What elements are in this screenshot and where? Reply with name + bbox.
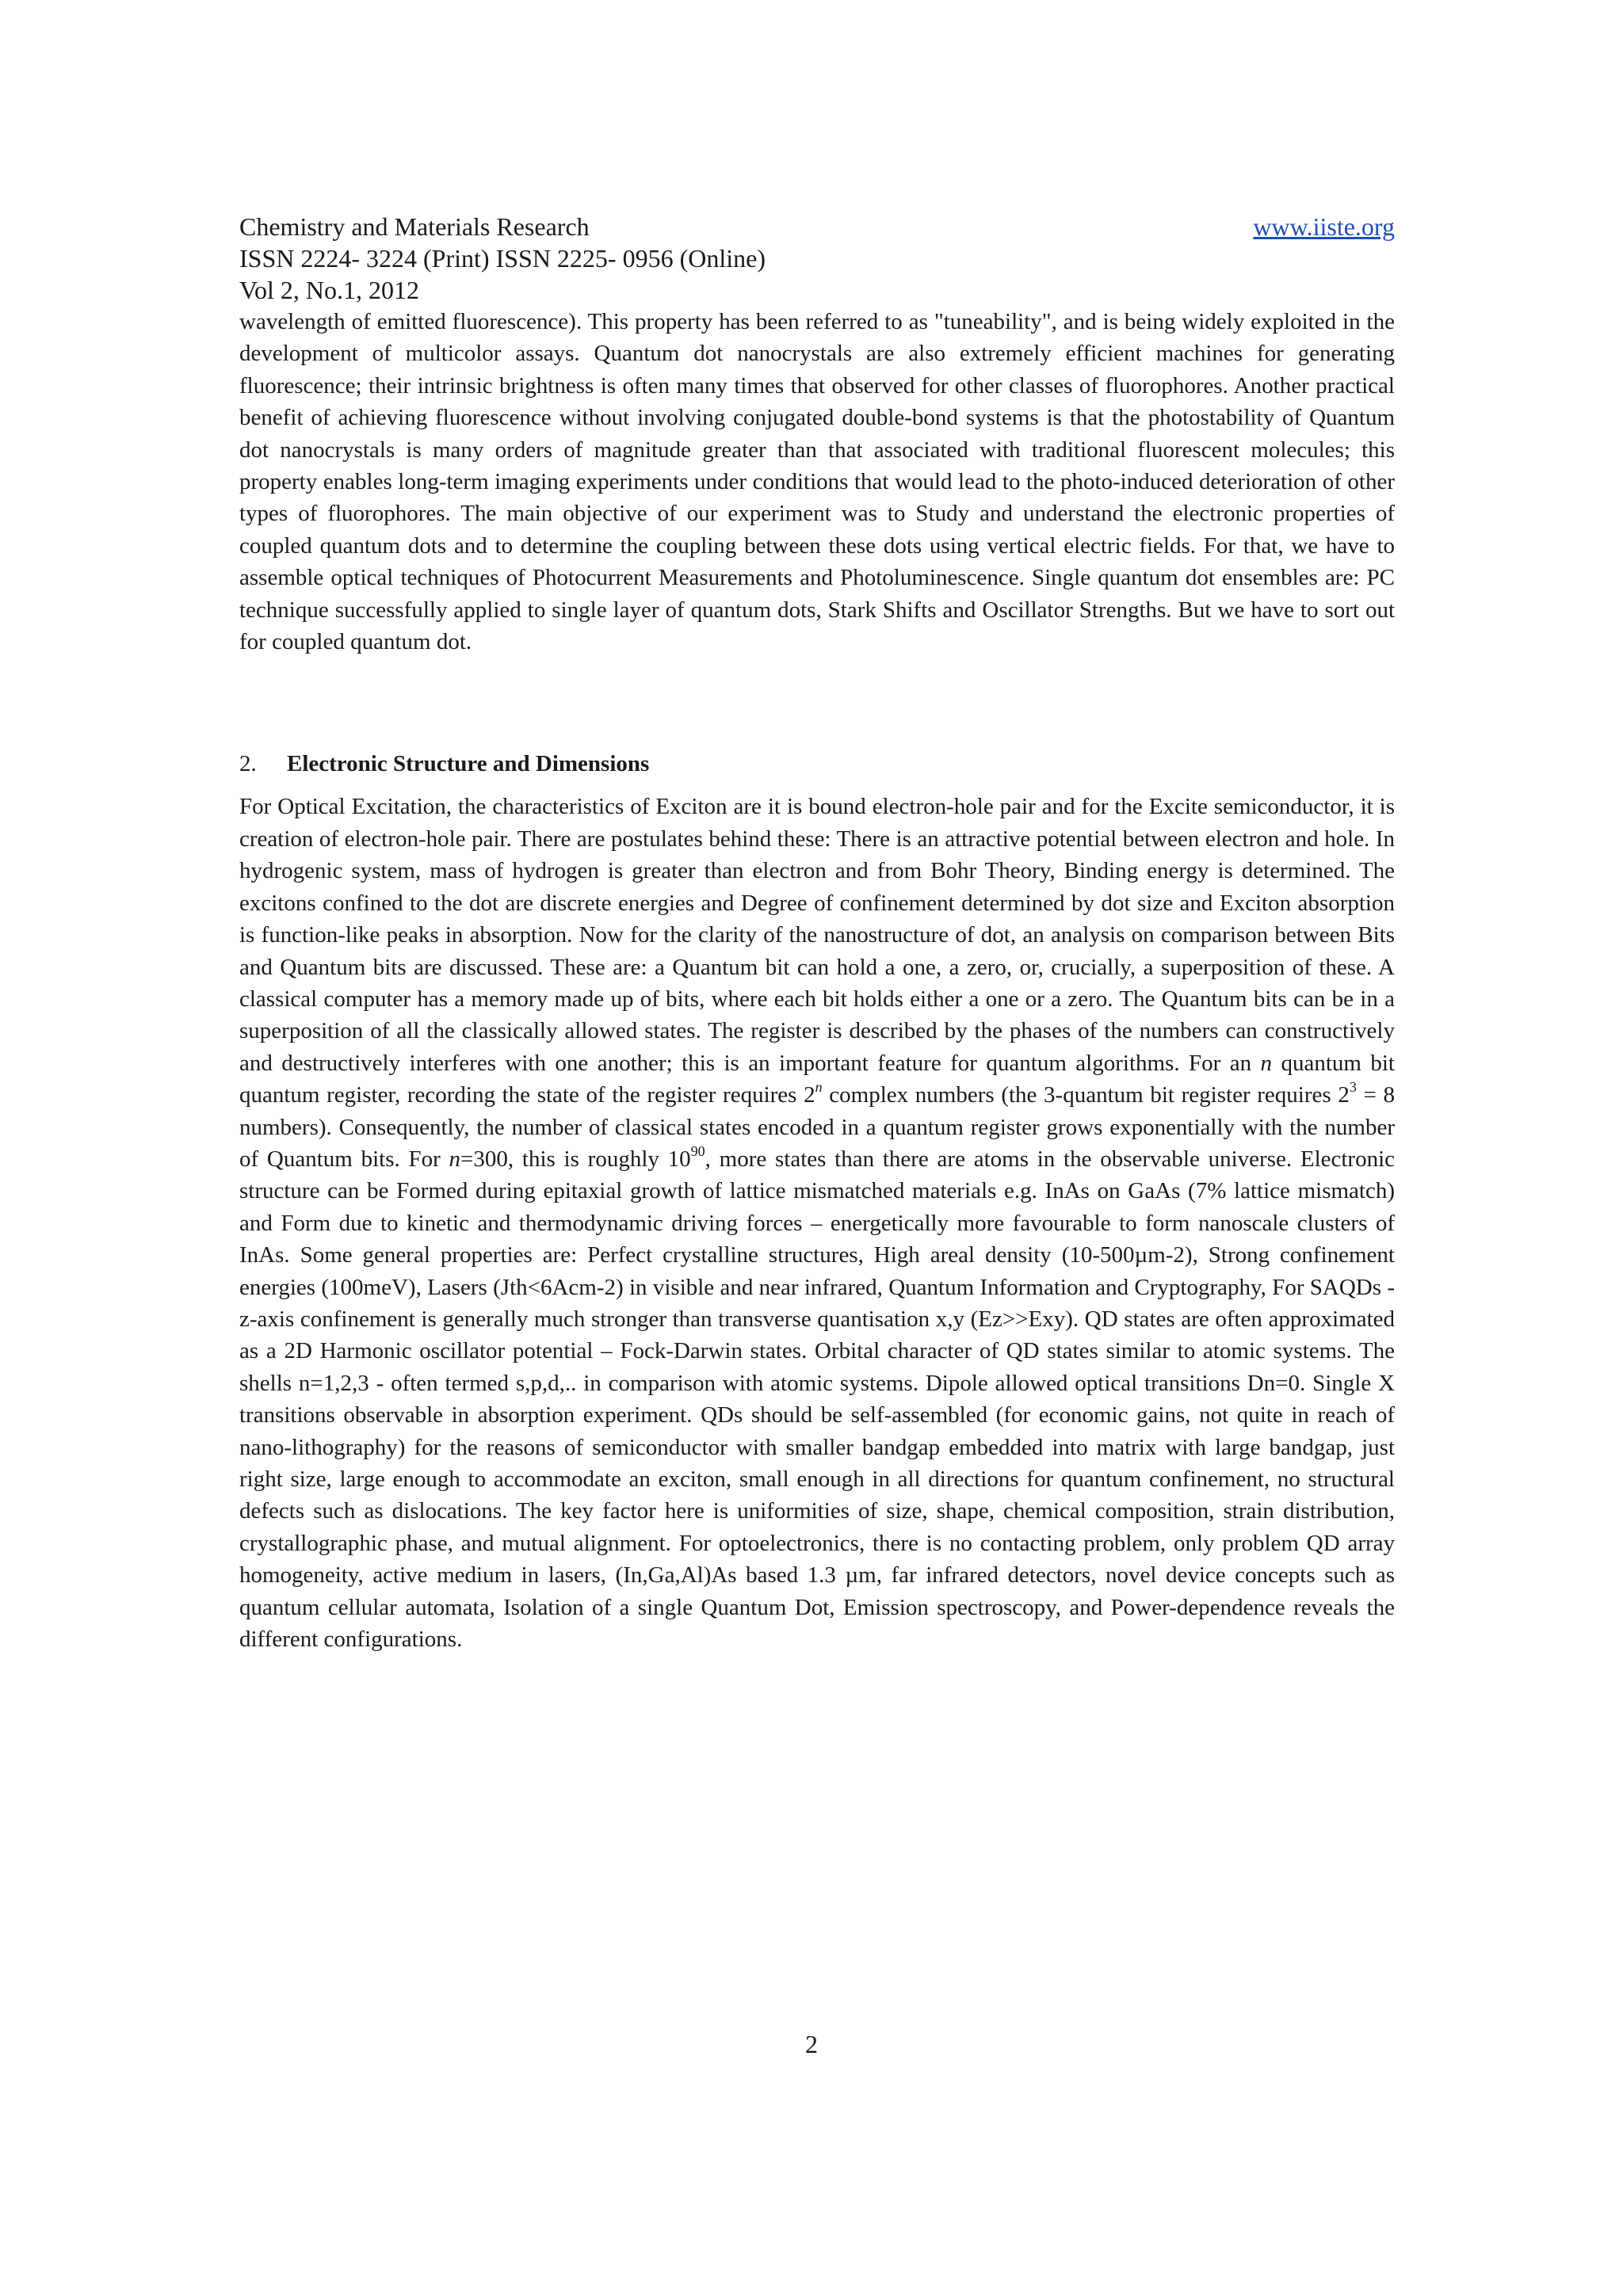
- page-number: 2: [805, 2030, 818, 2058]
- section-2-paragraph: [239, 791, 1395, 1655]
- superscript-90: 90: [690, 1143, 705, 1160]
- text-segment: = 8 numbers). Consequently, the number of classical states encoded in a quantum register grows exponentially with the number of Quantum bits. For: [239, 1082, 1396, 1172]
- section-title: Electronic Structure and Dimensions: [287, 751, 650, 777]
- superscript-n: n: [815, 1079, 823, 1096]
- intro-paragraph: wavelength of emitted fluorescence). This property has been referred to as "tuneability", and is being widely exploited in the development of multicolor assays. Quantum dot nanocrystals are also extremely efficient machines for generating fluorescence; their intrinsic brightness is often many times that observed for other classes of fluorophores. Another practical benefit of achieving fluorescence without involving conjugated double-bond systems is that the photostability of Quantum dot nanocrystals is many orders of magnitude greater than that associated with traditional fluorescent molecules; this property enables long-term imaging experiments under conditions that would lead to the photo-induced deterioration of other types of fluorophores. The main objective of our experiment was to Study and understand the electronic properties of coupled quantum dots and to determine the coupling between these dots using vertical electric fields. For that, we have to assemble optical techniques of Photocurrent Measurements and Photoluminescence. Single quantum dot ensembles are: PC technique successfully applied to single layer of quantum dots, Stark Shifts and Oscillator Strengths. But we have to sort out for coupled quantum dot.: [239, 309, 1395, 655]
- volume-line: Vol 2, No.1, 2012: [239, 276, 419, 304]
- text-segment: quantum bit quantum register, recording the state of the register requires 2: [239, 1050, 1395, 1108]
- text-segment: For Optical Excitation, the characteristics of Exciton are it is bound electron-hole pair and for the Excite semiconductor, it is creation of electron-hole pair. There are postulates behind these: There is an attractive potential between electron and hole. In hydrogenic system, mass of hydrogen is greater than electron and from Bohr Theory, Binding energy is determined. The excitons confined to the dot are discrete energies and Degree of confinement determined by dot size and Exciton absorption is function-like peaks in absorption. Now for the clarity of the nanostructure of dot, an analysis on comparison between Bits and Quantum bits are discussed. These are: a Quantum bit can hold a one, a zero, or, crucially, a superposition of these. A classical computer has a memory made up of bits, where each bit holds either a one or a zero. The Quantum bits can be in a superposition of all the classically allowed states. The register is described by the phases of the numbers can constructively and destructively interferes with one another; this is an important feature for quantum algorithms. For an: [239, 794, 1395, 1076]
- text-segment: , more states than there are atoms in the observable universe. Electronic structure can be Formed during epitaxial growth of lattice mismatched materials e.g. InAs on GaAs (7% lattice mismatch) and Form due to kinetic and thermodynamic driving forces – energetically more favourable to form nanoscale clusters of InAs. Some general properties are: Perfect crystalline structures, High areal density (10-500µm-2), Strong confinement energies (100meV), Lasers (Jth<6Acm-2) in visible and near infrared, Quantum Information and Cryptography, For SAQDs - z-axis confinement is generally much stronger than transverse quantisation x,y (Ez>>Exy). QD states are often approximated as a 2D Harmonic oscillator potential – Fock-Darwin states. Orbital character of QD states similar to atomic systems. The shells n=1,2,3 - often termed s,p,d,.. in comparison with atomic systems. Dipole allowed optical transitions Dn=0. Single X transitions observable in absorption experiment. QDs should be self-assembled (for economic gains, not quite in reach of nano-lithography) for the reasons of semiconductor with smaller bandgap embedded into matrix with large bandgap, just right size, large enough to accommodate an exciton, small enough in all directions for quantum confinement, no structural defects such as dislocations. The key factor here is uniformities of size, shape, chemical composition, strain distribution, crystallographic phase, and mutual alignment. For optoelectronics, there is no contacting problem, only problem QD array homogeneity, active medium in lasers, (In,Ga,Al)As based 1.3 µm, far infrared detectors, novel device concepts such as quantum cellular automata, Isolation of a single Quantum Dot, Emission spectroscopy, and Power-dependence reveals the different configurations.: [239, 1146, 1396, 1653]
- issn-line: ISSN 2224- 3224 (Print) ISSN 2225- 0956 (Online): [239, 244, 766, 273]
- running-header-line-1: [239, 211, 1395, 242]
- text-segment: =300, this is roughly 10: [460, 1146, 691, 1172]
- superscript-3: 3: [1349, 1079, 1357, 1096]
- journal-name: Chemistry and Materials Research: [239, 212, 590, 241]
- text-segment: complex numbers (the 3-quantum bit register requires 2: [822, 1082, 1350, 1108]
- italic-n: n: [449, 1146, 461, 1172]
- page-content: [239, 211, 1395, 1655]
- section-number: 2.: [239, 751, 257, 777]
- italic-n: n: [1260, 1050, 1273, 1076]
- journal-website-link[interactable]: www.iiste.org: [1253, 212, 1395, 241]
- section-heading: [239, 748, 1395, 780]
